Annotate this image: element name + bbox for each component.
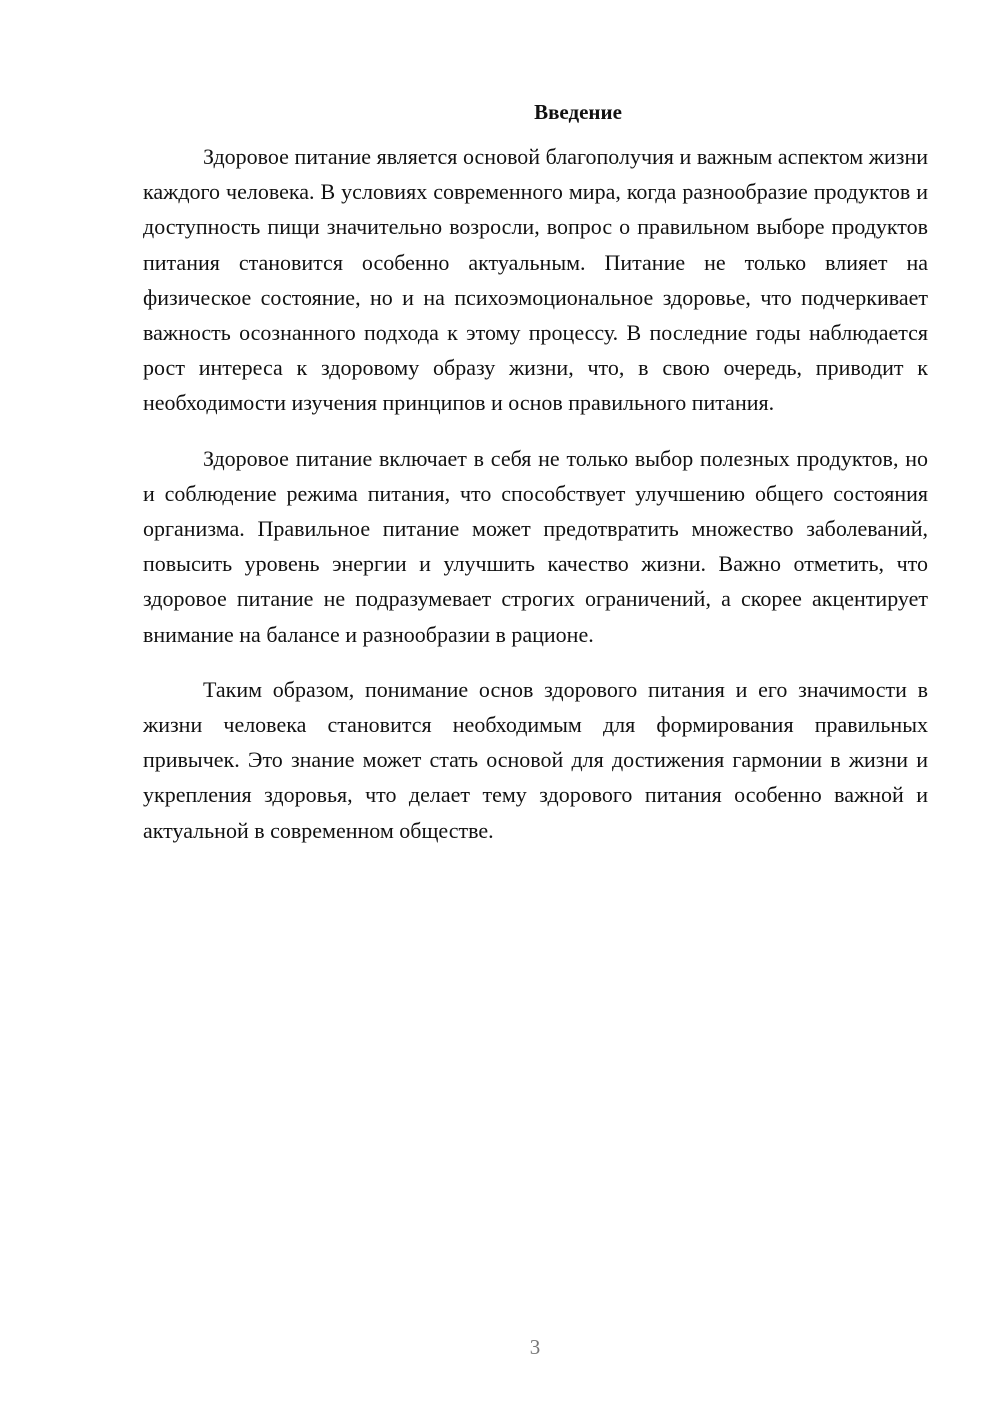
page-number: 3 — [529, 1335, 541, 1359]
paragraph-3: Таким образом, понимание основ здорового питания и его значимости в жизни человека становится необходимым для формирования правильных привычек. Это знание может стать основой для достижения гармонии в жизни и укрепления здоровья, что делает тему здорового питания особенно важной и актуальной в современном обществе. — [143, 676, 928, 843]
page-content — [143, 97, 928, 868]
paragraph-1: Здоровое питание является основой благополучия и важным аспектом жизни каждого человека. В условиях современного мира, когда разнообразие продуктов и доступность пищи значительно возросли, вопрос о правильном выборе продуктов питания становится особенно актуальным. Питание не только влияет на физическое состояние, но и на психоэмоциональное здоровье, что подчеркивает важность осознанного подхода к этому процессу. В последние годы наблюдается рост интереса к здоровому образу жизни, что, в свою очередь, приводит к необходимости изучения принципов и основ правильного питания. — [143, 144, 928, 416]
section-title: Введение — [534, 100, 622, 124]
paragraph-2: Здоровое питание включает в себя не только выбор полезных продуктов, но и соблюдение режима питания, что способствует улучшению общего состояния организма. Правильное питание может предотвратить множество заболеваний, повысить уровень энергии и улучшить качество жизни. Важно отметить, что здоровое питание не подразумевает строгих ограничений, а скорее акцентирует внимание на балансе и разнообразии в рационе. — [143, 445, 928, 647]
